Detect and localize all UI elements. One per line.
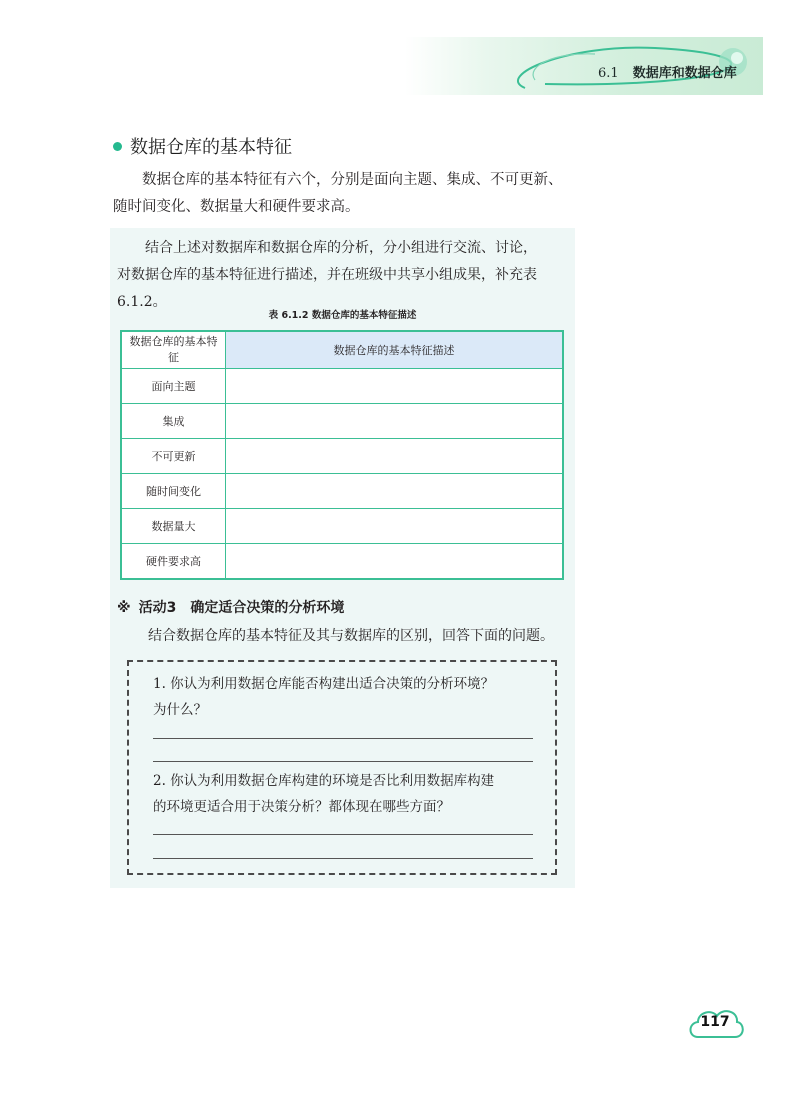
- description-cell[interactable]: [226, 509, 564, 544]
- answer-line[interactable]: [153, 738, 533, 739]
- description-cell[interactable]: [226, 439, 564, 474]
- table-row: [121, 439, 563, 474]
- task-line: 结合上述对数据库和数据仓库的分析，分小组进行交流、讨论，: [145, 240, 537, 256]
- answer-line[interactable]: [153, 834, 533, 835]
- trait-cell: 集成: [121, 404, 226, 439]
- answer-line[interactable]: [153, 858, 533, 859]
- question-line: 的环境更适合用于决策分析？都体现在哪些方面？: [153, 799, 450, 815]
- section-number: 6.1: [598, 66, 619, 81]
- section-heading-text: 数据仓库的基本特征: [130, 137, 292, 158]
- table-row: [121, 404, 563, 439]
- traits-table: [120, 330, 564, 580]
- task-line: 6.1.2。: [117, 294, 167, 310]
- table-caption: 表 6.1.2 数据仓库的基本特征描述: [268, 310, 417, 321]
- header-trait: 数据仓库的基本特征: [121, 331, 226, 369]
- section-intro: [113, 167, 583, 221]
- table-header-row: [121, 331, 563, 369]
- description-cell[interactable]: [226, 404, 564, 439]
- group-task-text: [117, 235, 572, 316]
- question-2: [153, 768, 538, 820]
- intro-line: 随时间变化、数据量大和硬件要求高。: [113, 199, 360, 215]
- answer-line[interactable]: [153, 761, 533, 762]
- question-line: 为什么？: [153, 702, 207, 718]
- table-row: [121, 509, 563, 544]
- trait-cell: 数据量大: [121, 509, 226, 544]
- description-cell[interactable]: [226, 544, 564, 580]
- activity-intro: 结合数据仓库的基本特征及其与数据库的区别，回答下面的问题。: [148, 628, 554, 644]
- question-line: 1. 你认为利用数据仓库能否构建出适合决策的分析环境？: [153, 676, 495, 692]
- trait-cell: 不可更新: [121, 439, 226, 474]
- activity-label: 活动3: [138, 600, 177, 616]
- trait-cell: 面向主题: [121, 369, 226, 404]
- chapter-title: 数据库和数据仓库: [632, 66, 737, 81]
- activity-title: 确定适合决策的分析环境: [190, 600, 345, 616]
- bullet-dot-icon: [113, 142, 122, 151]
- trait-cell: 硬件要求高: [121, 544, 226, 580]
- header-description: 数据仓库的基本特征描述: [226, 331, 564, 369]
- task-line: 对数据仓库的基本特征进行描述，并在班级中共享小组成果，补充表: [117, 267, 537, 283]
- intro-line: 数据仓库的基本特征有六个，分别是面向主题、集成、不可更新、: [142, 172, 563, 188]
- page-number: 117: [700, 1014, 730, 1030]
- question-line: 2. 你认为利用数据仓库构建的环境是否比利用数据库构建: [153, 773, 495, 789]
- description-cell[interactable]: [226, 474, 564, 509]
- trait-cell: 随时间变化: [121, 474, 226, 509]
- reference-mark-icon: ※: [117, 600, 131, 616]
- activity-heading: [117, 598, 344, 618]
- table-row: [121, 544, 563, 580]
- question-1: [153, 671, 538, 723]
- section-heading: [113, 135, 292, 161]
- description-cell[interactable]: [226, 369, 564, 404]
- chapter-header-title: [598, 64, 737, 84]
- table-row: [121, 369, 563, 404]
- table-row: [121, 474, 563, 509]
